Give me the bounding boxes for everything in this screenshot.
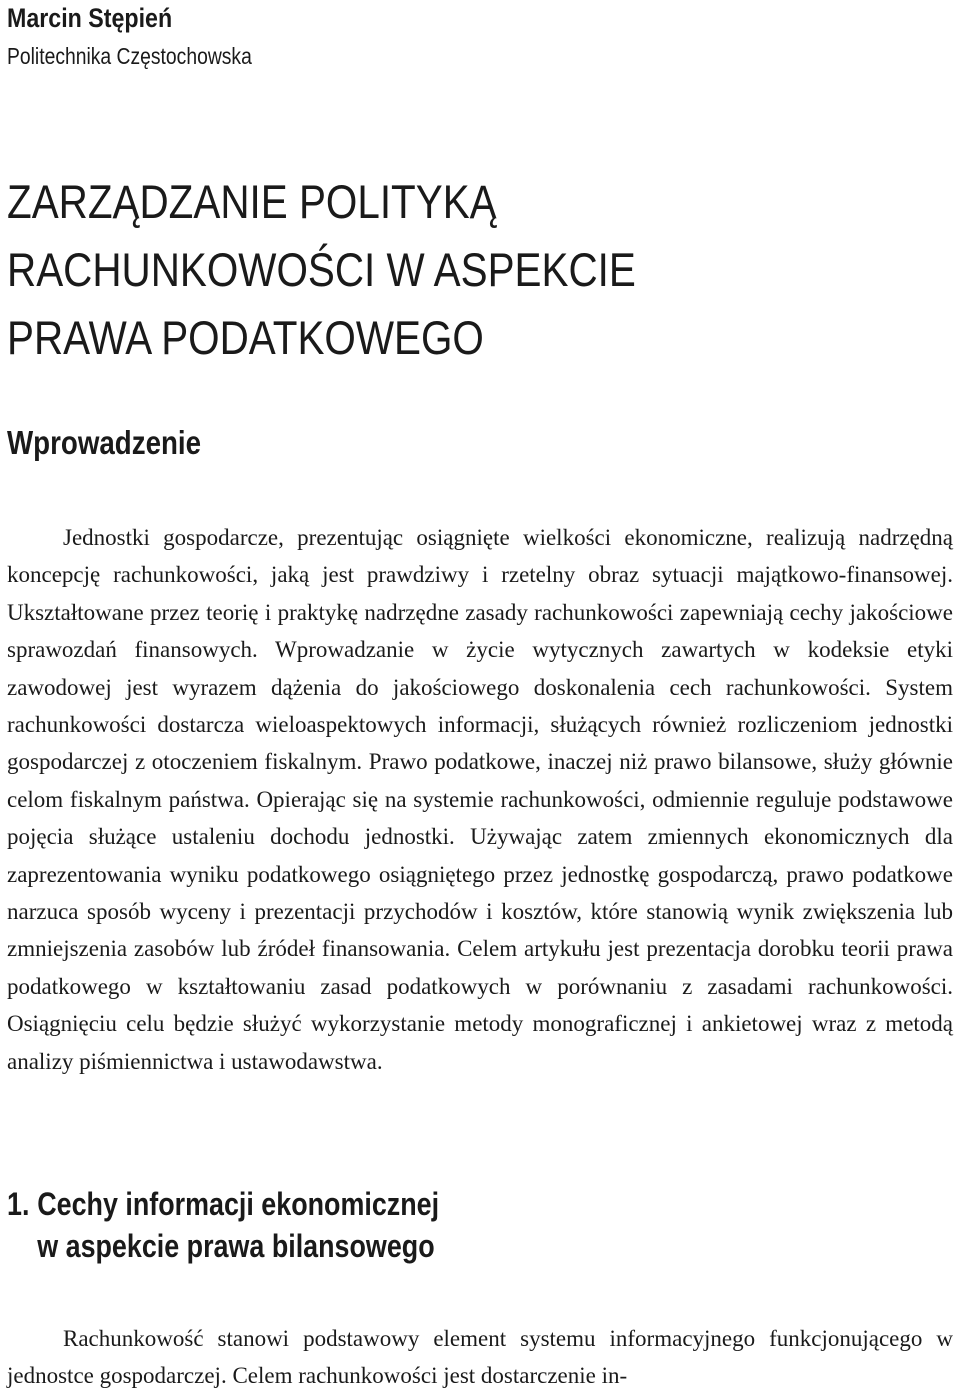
section-heading-introduction: Wprowadzenie bbox=[7, 424, 202, 461]
author-affiliation: Politechnika Częstochowska bbox=[7, 43, 252, 69]
title-line: RACHUNKOWOŚCI W ASPEKCIE bbox=[7, 243, 636, 296]
title-line: PRAWA PODATKOWEGO bbox=[7, 311, 484, 364]
introduction-paragraph: Jednostki gospodarcze, prezentując osiągnięte wielkości ekonomiczne, realizują nadrzędną koncepcję rachunkowości, jaką jest prawdziwy i rzetelny obraz sytuacji majątkowo-finansowej. Ukształtowane przez teorię i praktykę nadrzędne zasady rachunkowości zapewniają cechy jakościowe sprawozdań finansowych. Wprowadzanie w życie wytycznych zawartych w kodeksie etyki zawodowej jest wyrazem dążenia do jakościowego doskonalenia cech rachunkowości. System rachunkowości dostarcza wieloaspektowych informacji, służących również rozliczeniom jednostki gospodarczej z otoczeniem fiskalnym. Prawo podatkowe, inaczej niż prawo bilansowe, służy głównie celom fiskalnym państwa. Opierając się na systemie rachunkowości, odmiennie reguluje podstawowe pojęcia służące ustaleniu dochodu jednostki. Używając zatem zmiennych ekonomicznych dla zaprezentowania wyniku podatkowego osiągniętego przez jednostkę gospodarczą, prawo podatkowe narzuca sposób wyceny i prezentacji przychodów i kosztów, które stanowią wynik zwiększenia lub zmniejszenia zasobów lub źródeł finansowania. Celem artykułu jest prezentacja dorobku teorii prawa podatkowego w kształtowaniu zasad podatkowych w porównaniu z zasadami rachunkowości. Osiągnięciu celu będzie służyć wykorzystanie metody monograficznej i ankietowej wraz z metodą analizy piśmiennictwa i ustawodawstwa. bbox=[7, 525, 953, 1074]
section-heading-line: w aspekcie prawa bilansowego bbox=[37, 1228, 435, 1264]
article-title bbox=[7, 168, 636, 372]
section-1-paragraph: Rachunkowość stanowi podstawowy element systemu informacyjnego funkcjonującego w jednostce gospodarczej. Celem rachunkowości jest dostarczenie in- bbox=[7, 1326, 953, 1389]
section-heading-line: Cechy informacji ekonomicznej bbox=[37, 1186, 440, 1222]
title-line: ZARZĄDZANIE POLITYKĄ bbox=[7, 175, 497, 228]
section-number: 1. bbox=[7, 1186, 30, 1222]
section-heading-1 bbox=[7, 1183, 439, 1267]
author-name: Marcin Stępień bbox=[7, 3, 173, 33]
